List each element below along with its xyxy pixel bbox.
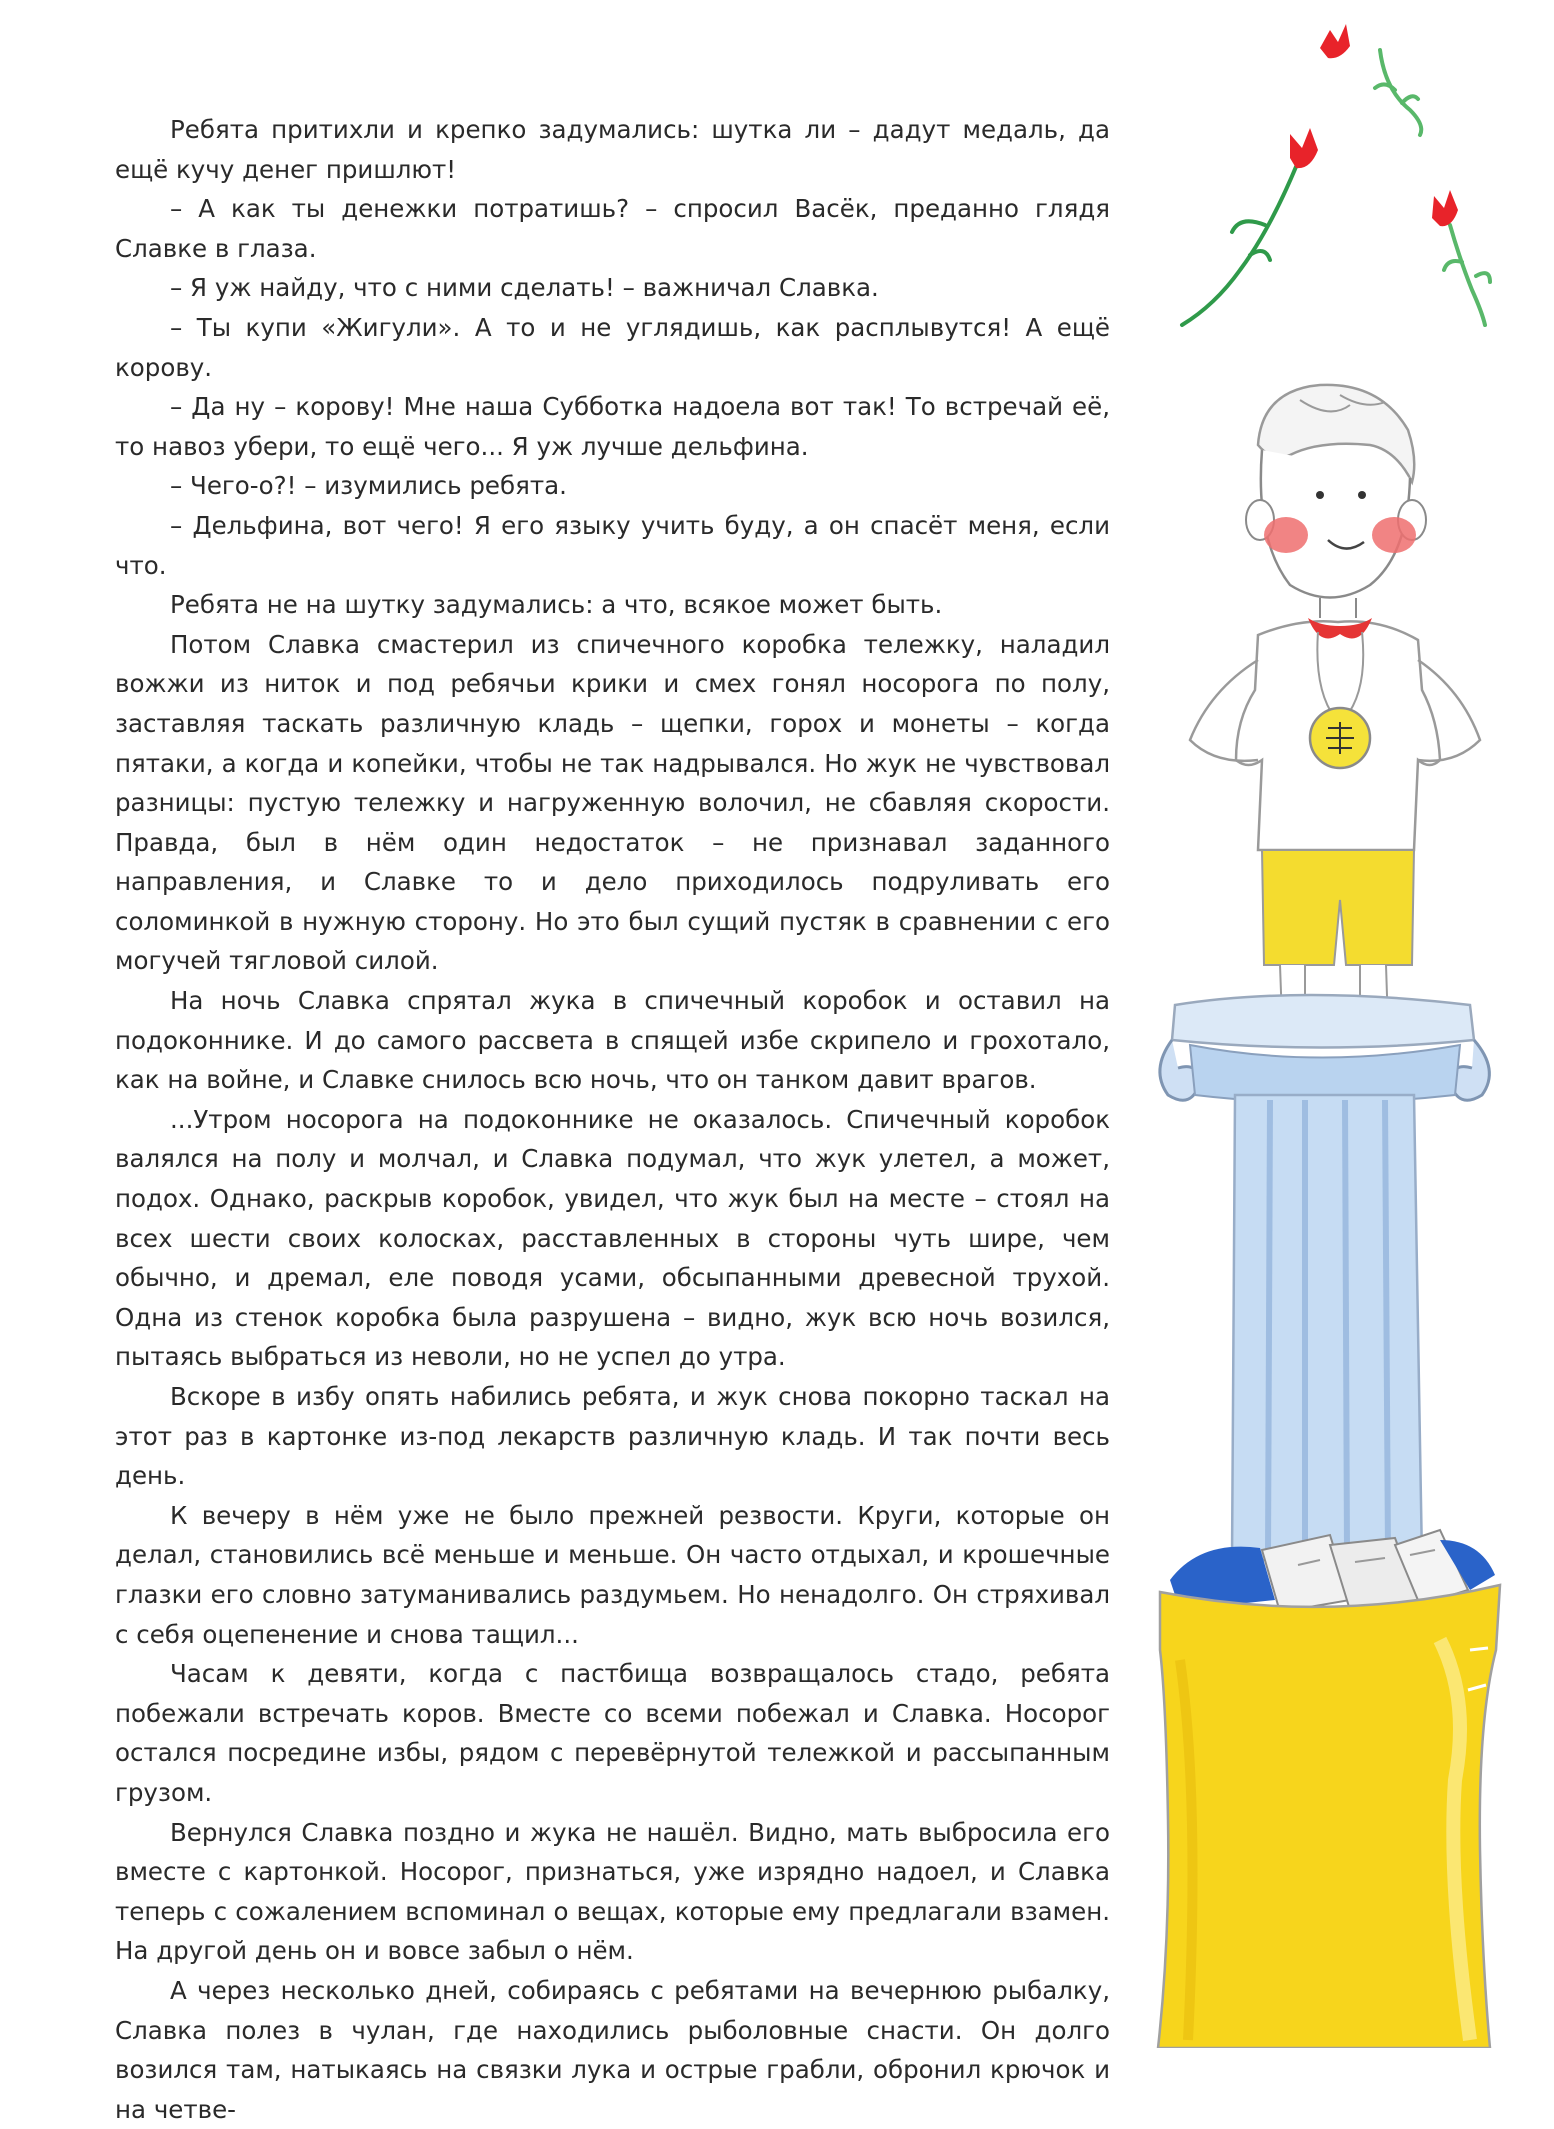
paragraph: К вечеру в нём уже не было прежней резвости. Круги, которые он делал, становились всё меньше и меньше. Он часто отдыхал, и крошечные глазки его словно затуманивались раздумьем. Но ненадолго. Он стряхивал с себя оцепенение и снова тащил... — [115, 1500, 1110, 1649]
flower-icon — [1182, 128, 1318, 325]
paragraph: Часам к девяти, когда с пастбища возвращалось стадо, ребята побежали встречать коров. Вместе со всеми побежал и Славка. Носорог остался посредине избы, рядом с перевёрнутой тележкой и рассыпанным грузом. — [115, 1659, 1110, 1807]
paragraph: А через несколько дней, собираясь с ребятами на вечернюю рыбалку, Славка полез в чулан, где находились рыболовные снасти. Он долго возился там, натыкаясь на связки лука и острые грабли, обронил крючок и на четве- — [115, 1975, 1110, 2124]
paragraph: – Да ну – корову! Мне наша Субботка надоела вот так! То встречай её, то навоз убери, то ещё чего... Я уж лучше дельфина. — [115, 392, 1110, 461]
paragraph: – Я уж найду, что с ними сделать! – важничал Славка. — [170, 273, 879, 303]
paragraph: – Чего-о?! – изумились ребята. — [170, 471, 567, 501]
flower-icon — [1432, 190, 1490, 325]
money-vase — [1158, 1530, 1500, 2048]
paragraph: Вернулся Славка поздно и жука не нашёл. Видно, мать выбросила его вместе с картонкой. Носорог, признаться, уже изрядно надоел, и Славка теперь с сожалением вспоминал о вещах, которые ему предлагали взамен. На другой день он и вовсе забыл о нём. — [115, 1817, 1110, 1966]
paragraph: – Ты купи «Жигули». А то и не углядишь, как расплывутся! А ещё корову. — [115, 312, 1110, 382]
story-text — [115, 110, 1110, 2129]
boy-on-pedestal-illustration — [1140, 0, 1554, 2048]
flower-icon — [1320, 24, 1421, 135]
paragraph: На ночь Славка спрятал жука в спичечный коробок и оставил на подоконнике. И до самого рассвета в спящей избе скрипело и грохотало, как на войне, и Славке снилось всю ночь, что он танком давит врагов. — [115, 986, 1110, 1095]
paragraph: Вскоре в избу опять набились ребята, и жук снова покорно таскал на этот раз в картонке из-под лекарств различную кладь. И так почти весь день. — [115, 1382, 1110, 1491]
paragraph: Ребята не на шутку задумались: а что, всякое может быть. — [170, 590, 943, 620]
paragraph: Потом Славка смастерил из спичечного коробка тележку, наладил вожжи из ниток и под ребячьи крики и смех гонял носорога по полу, заставляя таскать различную кладь – щепки, горох и монеты – когда пятаки, а когда и копейки, чтобы не так надрывался. Но жук не чувствовал разницы: пустую тележку и нагруженную волочил, не сбавляя скорости. Правда, был в нём один недостаток – не признавал заданного направления, и Славке то и дело приходилось подруливать его соломинкой в нужную сторону. Но это был сущий пустяк в сравнении с его могучей тягловой силой. — [115, 629, 1110, 976]
paragraph: – Дельфина, вот чего! Я его языку учить буду, а он спасёт меня, если что. — [115, 510, 1110, 580]
column-pedestal — [1160, 995, 1489, 1560]
paragraph: ...Утром носорога на подоконнике не оказалось. Спичечный коробок валялся на полу и молчал, и Славка подумал, что жук улетел, а может, подох. Однако, раскрыв коробок, увидел, что жук был на месте – стоял на всех шести своих колосках, расставленных в стороны чуть шире, чем обычно, и дремал, еле поводя усами, обсыпанными древесной трухой. Одна из стенок коробка была разрушена – видно, жук всю ночь возился, пытаясь выбраться из неволи, но не успел до утра. — [115, 1104, 1110, 1372]
boy-figure — [1190, 385, 1480, 1029]
paragraph: – А как ты денежки потратишь? – спросил Васёк, преданно глядя Славке в глаза. — [115, 194, 1110, 263]
paragraph: Ребята притихли и крепко задумались: шутка ли – дадут медаль, да ещё кучу денег пришлют! — [115, 115, 1110, 184]
medal-icon — [1310, 708, 1370, 768]
